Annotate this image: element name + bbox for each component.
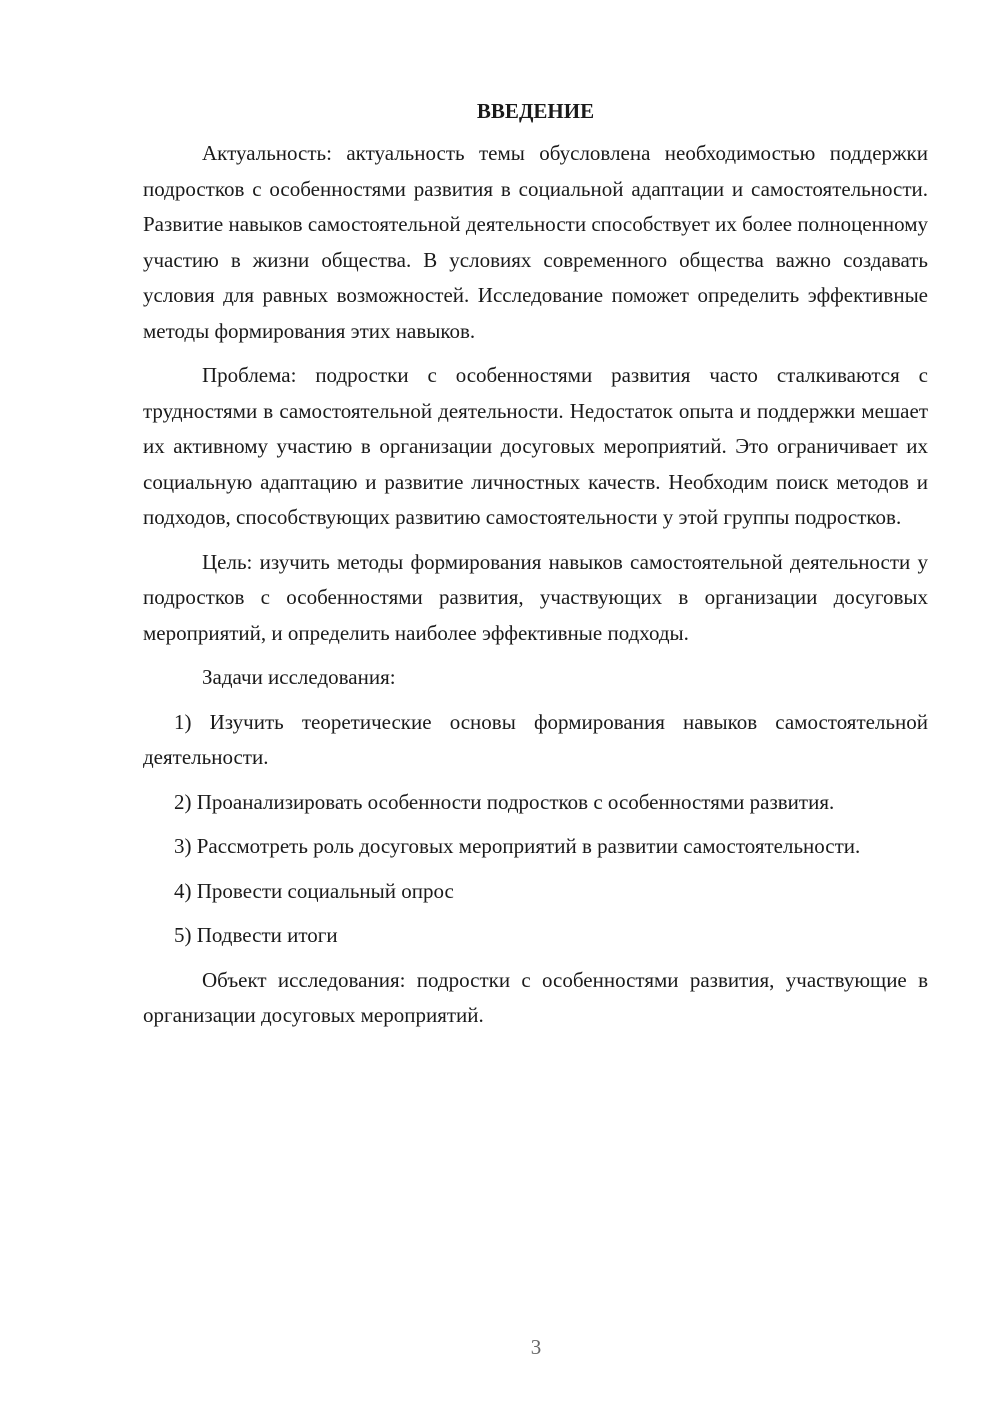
page-content <box>143 96 928 1043</box>
task-item-5: 5) Подвести итоги <box>174 923 338 947</box>
task-item-2: 2) Проанализировать особенности подростков с особенностями развития. <box>174 789 835 814</box>
relevance-paragraph: Актуальность: актуальность темы обусловлена необходимостью поддержки подростков с особенностями развития в социальной адаптации и самостоятельности. Развитие навыков самостоятельной деятельности способствует их более полноценному участию в жизни общества. В условиях современного общества важно создавать условия для равных возможностей. Исследование поможет определить эффективные методы формирования этих навыков. <box>143 141 928 343</box>
task-item-3: 3) Рассмотреть роль досуговых мероприятий в развитии самостоятельности. <box>174 834 861 858</box>
tasks-heading: Задачи исследования: <box>202 665 396 689</box>
problem-paragraph: Проблема: подростки с особенностями развития часто сталкиваются с трудностями в самостоятельной деятельности. Недостаток опыта и поддержки мешает их активному участию в организации досуговых мероприятий. Это ограничивает их социальную адаптацию и развитие личностных качеств. Необходим поиск методов и подходов, способствующих развитию самостоятельности у этой группы подростков. <box>143 363 928 529</box>
task-item-1: 1) Изучить теоретические основы формирования навыков самостоятельной деятельности. <box>143 709 928 769</box>
section-title: ВВЕДЕНИЕ <box>476 99 595 123</box>
object-paragraph: Объект исследования: подростки с особенностями развития, участвующие в организации досуговых мероприятий. <box>143 967 928 1027</box>
goal-paragraph: Цель: изучить методы формирования навыков самостоятельной деятельности у подростков с особенностями развития, участвующих в организации досуговых мероприятий, и определить наиболее эффективные подходы. <box>143 549 928 645</box>
task-item-4: 4) Провести социальный опрос <box>174 878 454 903</box>
page-number: 3 <box>530 1335 542 1359</box>
